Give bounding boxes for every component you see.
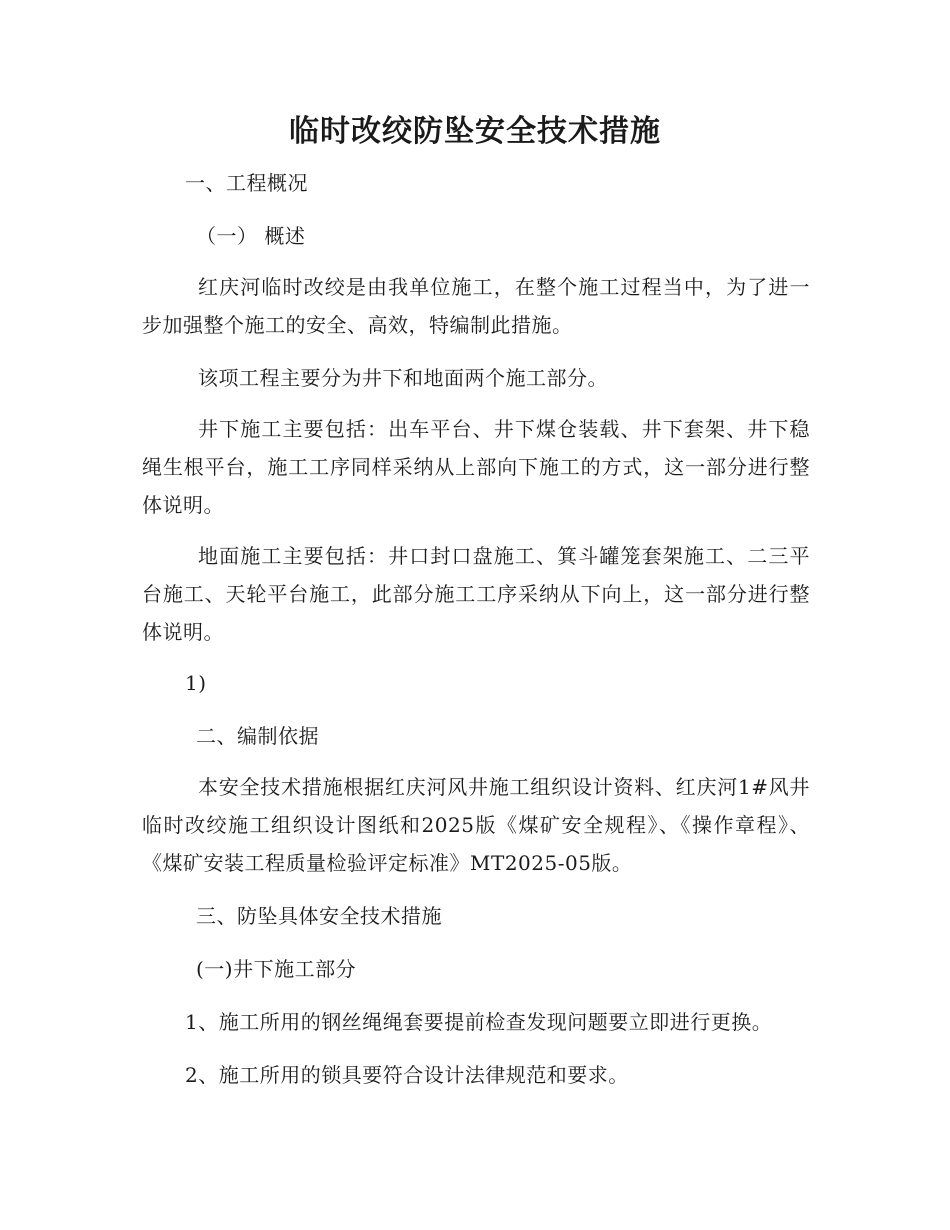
section-heading-measures: 三、防坠具体安全技术措施 xyxy=(196,904,442,928)
section-heading-overview: 一、工程概况 xyxy=(185,171,308,195)
list-item-1: 1、施工所用的钢丝绳绳套要提前检查发现问题要立即进行更换。 xyxy=(185,1010,773,1034)
paragraph-overview: 红庆河临时改绞是由我单位施工，在整个施工过程当中，为了进一步加强整个施工的安全、高效，特编制此措施。 xyxy=(142,275,810,337)
list-marker: 1) xyxy=(185,671,207,695)
subsection-heading-underground: (一)井下施工部分 xyxy=(196,957,357,981)
paragraph-underground-works: 井下施工主要包括：出车平台、井下煤仓装载、井下套架、井下稳绳生根平台，施工工序同样采纳从上部向下施工的方式，这一部分进行整体说明。 xyxy=(142,417,810,517)
document-title: 临时改绞防坠安全技术措施 xyxy=(289,114,661,149)
subsection-heading-summary: （一） 概述 xyxy=(196,224,306,248)
section-heading-basis: 二、编制依据 xyxy=(196,724,319,748)
paragraph-surface-works: 地面施工主要包括：井口封口盘施工、箕斗罐笼套架施工、二三平台施工、天轮平台施工，此部分施工工序采纳从下向上，这一部分进行整体说明。 xyxy=(142,544,810,644)
list-item-2: 2、施工所用的锁具要符合设计法律规范和要求。 xyxy=(185,1063,629,1087)
paragraph-basis: 本安全技术措施根据红庆河风井施工组织设计资料、红庆河1#风井临时改绞施工组织设计图纸和2025版《煤矿安全规程》、《操作章程》、《煤矿安装工程质量检验评定标准》MT2025-05版。 xyxy=(142,775,810,875)
paragraph-parts: 该项工程主要分为井下和地面两个施工部分。 xyxy=(198,366,608,390)
